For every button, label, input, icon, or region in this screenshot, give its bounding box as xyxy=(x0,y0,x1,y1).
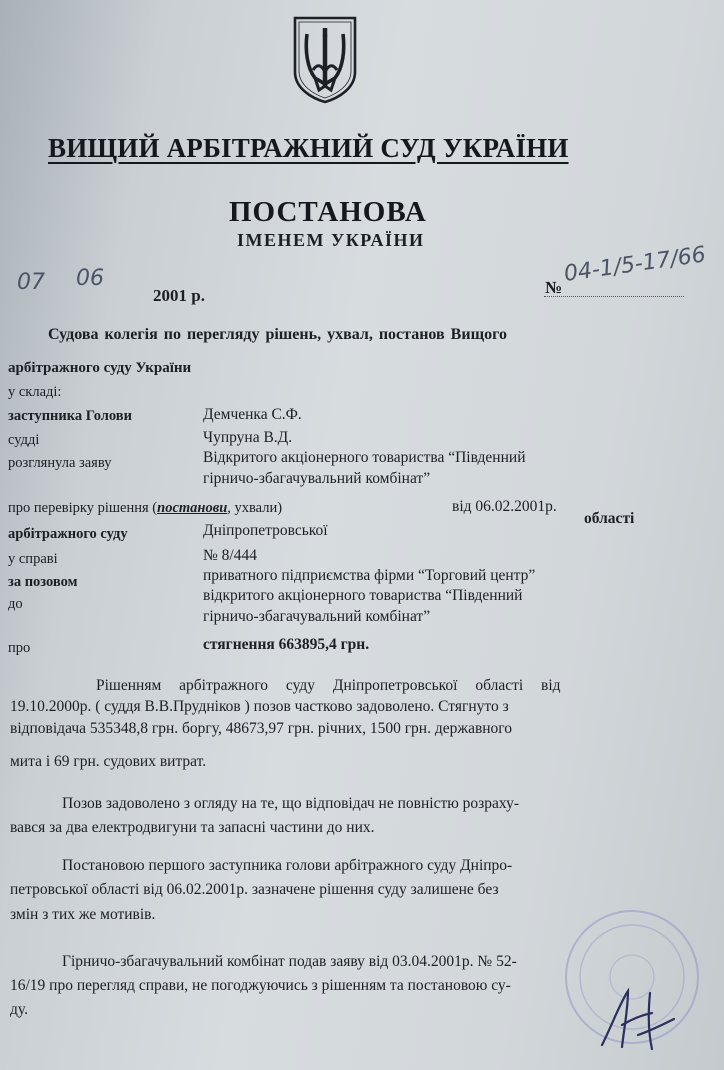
case-value: № 8/444 xyxy=(203,547,257,564)
claim-value: приватного підприємства фірми “Торговий центр” xyxy=(203,567,536,584)
court-label: арбітражного суду xyxy=(8,526,128,542)
document-subtitle: ІМЕНЕМ УКРАЇНИ xyxy=(237,230,425,250)
review-label xyxy=(8,500,282,517)
intro-line-2: арбітражного суду України xyxy=(8,360,192,376)
defendant-label: до xyxy=(8,596,23,612)
court-value: Дніпропетровської xyxy=(203,522,328,539)
case-label: у справі xyxy=(8,551,58,567)
paragraph-3-line-1: Постановою першого заступника голови арбітражного суду Дніпро- xyxy=(62,857,513,874)
case-number-handwritten: 04-1/5-17/66 xyxy=(562,242,708,287)
paragraph-3-line-2: петровської області від 06.02.2001р. зазначене рішення суду залишене без xyxy=(10,881,499,898)
coat-of-arms-trident-icon xyxy=(291,14,359,104)
case-number-underline xyxy=(544,296,684,297)
considered-value-1: Відкритого акціонерного товариства “Південний xyxy=(203,449,526,466)
review-emphasis: постанови xyxy=(157,500,228,516)
about-label: про xyxy=(8,640,31,656)
about-value: стягнення 663895,4 грн. xyxy=(203,636,370,653)
review-label-text: про перевірку рішення ( xyxy=(8,500,158,516)
judge-value: Чупруна В.Д. xyxy=(203,429,293,446)
paragraph-1-line-3: відповідача 535348,8 грн. боргу, 48673,97 грн. річних, 1500 грн. державного xyxy=(10,720,513,737)
region-word: області xyxy=(584,510,635,527)
date-year: 2001 р. xyxy=(153,286,205,305)
considered-value-2: гірничо-збагачувальний комбінат” xyxy=(203,470,431,487)
court-name: ВИЩИЙ АРБІТРАЖНИЙ СУД УКРАЇНИ xyxy=(48,133,569,163)
intro-line-1: Судова колегія по перегляду рішень, ухвал, постанов Вищого xyxy=(48,326,507,343)
paragraph-4-line-2: 16/19 про перегляд справи, не погоджуючись з рішенням та постановою су- xyxy=(10,977,511,994)
paragraph-1-line-4: мита і 69 грн. судових витрат. xyxy=(10,753,207,770)
considered-label: розглянула заяву xyxy=(8,455,112,471)
paragraph-1-line-2: 19.10.2000р. ( суддя В.В.Прудніков ) позов частково задоволено. Стягнуто з xyxy=(10,698,509,715)
composition-label: у складі: xyxy=(8,384,62,400)
review-date: від 06.02.2001р. xyxy=(452,498,557,515)
claim-label: за позовом xyxy=(8,574,78,590)
date-day-handwritten: 07 xyxy=(17,270,45,295)
signature xyxy=(598,985,678,1055)
document-title: ПОСТАНОВА xyxy=(229,196,427,228)
deputy-label: заступника Голови xyxy=(8,408,132,424)
paragraph-4-line-3: ду. xyxy=(10,1001,28,1018)
paragraph-2-line-2: вався за два електродвигуни та запасні частини до них. xyxy=(10,819,375,836)
defendant-value-1: відкритого акціонерного товариства “Південний xyxy=(203,587,523,604)
paragraph-1-line-1: Рішенням арбітражного суду Дніпропетровської області від xyxy=(96,677,561,694)
paragraph-2-line-1: Позов задоволено з огляду на те, що відповідач не повністю розраху- xyxy=(62,795,520,812)
defendant-value-2: гірничо-збагачувальний комбінат” xyxy=(203,608,431,625)
deputy-value: Демченка С.Ф. xyxy=(203,406,302,423)
case-number-prefix: № xyxy=(545,278,563,297)
paragraph-3-line-3: змін з тих же мотивів. xyxy=(10,906,156,923)
review-label-rest: , ухвали) xyxy=(227,500,283,516)
paragraph-4-line-1: Гірничо-збагачувальний комбінат подав заяву від 03.04.2001р. № 52- xyxy=(62,953,517,970)
date-month-handwritten: 06 xyxy=(76,266,104,291)
judge-label: судді xyxy=(8,432,40,448)
